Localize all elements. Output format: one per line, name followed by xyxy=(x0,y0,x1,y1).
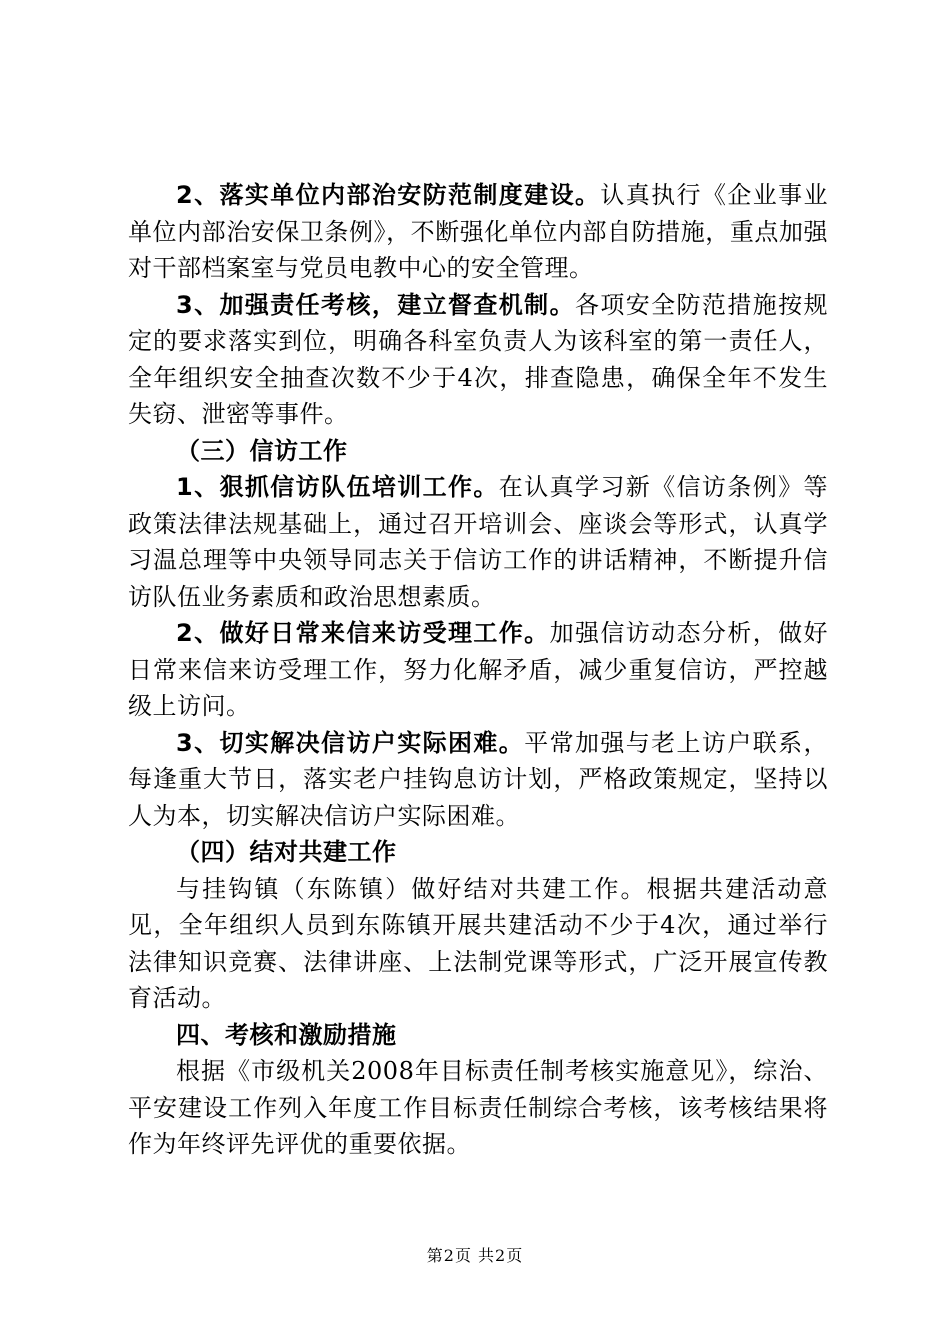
paragraph-text: 平常加强与老上访户联系，每逢重大节日，落实老户挂钩息访计划，严格政策规定，坚持以人为本，切实解决信访户实际困难。 xyxy=(128,728,828,830)
page-number-footer: 第2页 共2页 xyxy=(426,1246,524,1265)
paragraph-text: 加强信访动态分析，做好日常来信来访受理工作，努力化解矛盾，减少重复信访，严控越级上访问。 xyxy=(128,619,828,720)
paragraph-text: 认真执行《企业事业单位内部治安保卫条例》，不断强化单位内部自防措施，重点加强对干部档案室与党员电教中心的安全管理。 xyxy=(128,181,829,282)
paragraph-pairing-work xyxy=(128,871,828,1017)
paragraph-petition-training xyxy=(128,469,828,615)
paragraph-petition-reception xyxy=(128,615,828,725)
paragraph-security-system xyxy=(128,177,828,287)
paragraph-assessment xyxy=(128,1053,828,1163)
paragraph-lead: 1、狠抓信访队伍培训工作。 xyxy=(176,473,499,501)
section-heading-assessment: 四、考核和激励措施 xyxy=(176,1020,397,1049)
paragraph-petition-difficulties xyxy=(128,725,828,835)
paragraph-lead: 3、加强责任考核，建立督查机制。 xyxy=(176,290,575,319)
document-body xyxy=(128,177,828,1163)
section-heading-petition: （三）信访工作 xyxy=(176,436,348,465)
paragraph-text: 与挂钩镇（东陈镇）做好结对共建工作。根据共建活动意见，全年组织人员到东陈镇开展共建活动不少于4次，通过举行法律知识竞赛、法律讲座、上法制党课等形式，广泛开展宣传教育活动。 xyxy=(128,874,828,1012)
paragraph-lead: 3、切实解决信访户实际困难。 xyxy=(176,728,525,757)
paragraph-text: 根据《市级机关2008年目标责任制考核实施意见》，综治、平安建设工作列入年度工作目标责任制综合考核，该考核结果将作为年终评先评优的重要依据。 xyxy=(128,1057,828,1158)
paragraph-text: 在认真学习新《信访条例》等政策法律法规基础上，通过召开培训会、座谈会等形式，认真学习温总理等中央领导同志关于信访工作的讲话精神，不断提升信访队伍业务素质和政治思想素质。 xyxy=(128,473,828,611)
paragraph-responsibility-assessment xyxy=(128,287,828,433)
paragraph-lead: 2、做好日常来信来访受理工作。 xyxy=(176,619,550,647)
paragraph-text: 各项安全防范措施按规定的要求落实到位，明确各科室负责人为该科室的第一责任人，全年组织安全抽查次数不少于4次，排查隐患，确保全年不发生失窃、泄密等事件。 xyxy=(128,290,828,428)
section-heading-pairing: （四）结对共建工作 xyxy=(176,838,397,866)
paragraph-lead: 2、落实单位内部治安防范制度建设。 xyxy=(176,181,601,209)
